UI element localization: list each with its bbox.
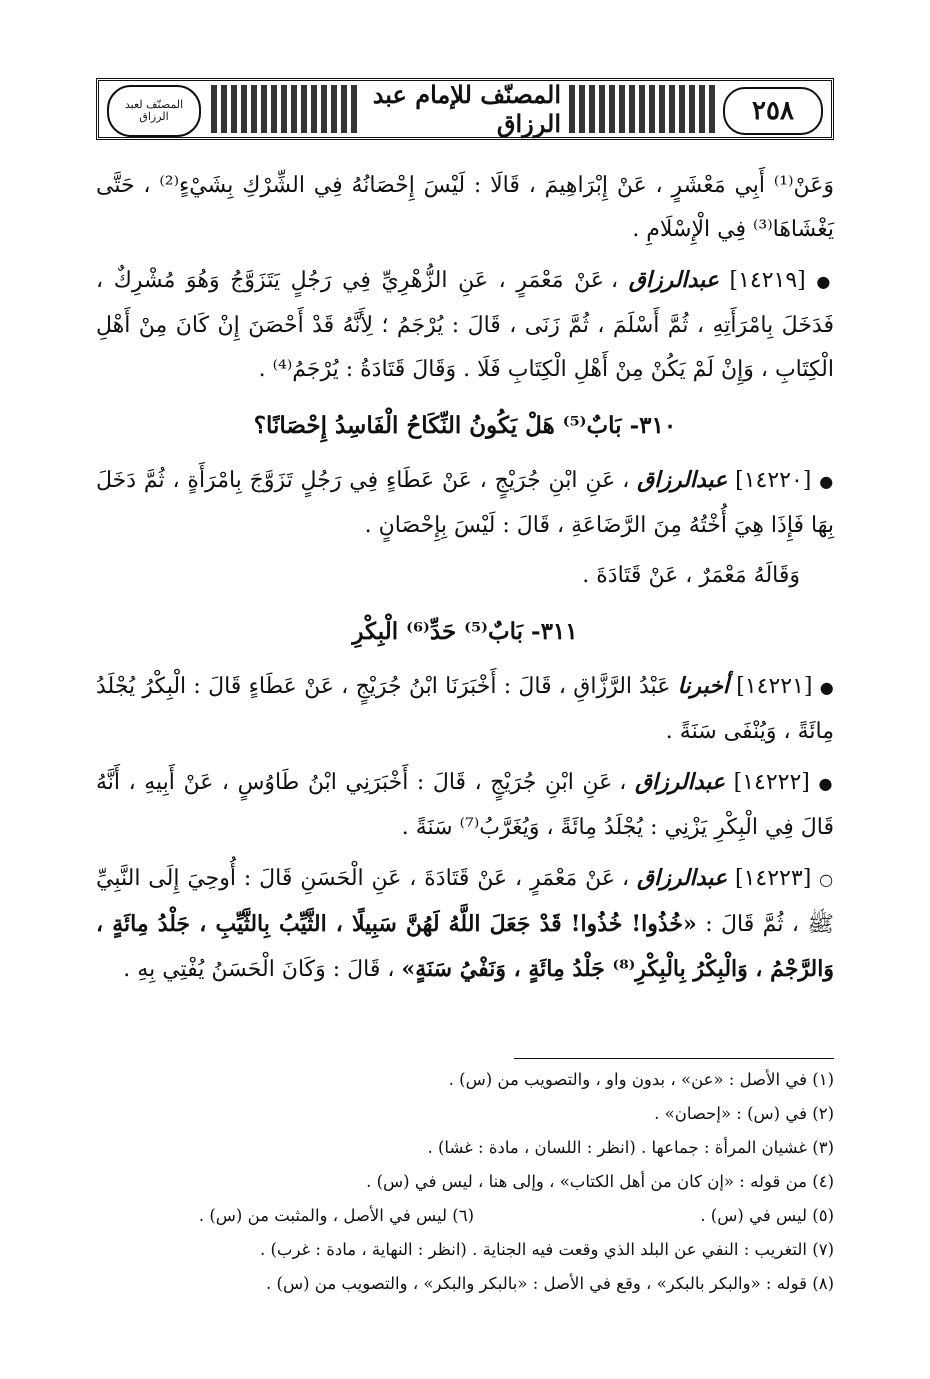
hadith-number: [١٤٢٢٠]: [735, 468, 812, 493]
footnote-7: (٧) التغريب : النفي عن البلد الذي وقعت فيه الجناية . (انظر : النهاية ، مادة : غرب) .: [259, 1240, 834, 1259]
paragraph-continuation: وَعَنْ⁽¹⁾ أَبِي مَعْشَرٍ ، عَنْ إِبْرَاهِيمَ ، قَالَا : لَيْسَ إِحْصَانُهُ فِي الشِّرْكِ بِشَيْءٍ⁽²⁾ ، حَتَّى يَغْشَاهَا⁽³⁾ فِي الْإِسْلَامِ .: [96, 173, 834, 242]
hadith-number: [١٤٢٢١]: [736, 674, 813, 699]
narrator: عبدالرزاق: [628, 267, 719, 293]
bullet-icon: ●: [818, 774, 834, 793]
book-title: المصنّف للإمام عبد الرزاق: [369, 87, 561, 131]
footnote-5: (٥) ليس في (س) .: [700, 1206, 834, 1225]
narrator: عبدالرزاق: [637, 467, 728, 493]
narrator: عبدالرزاق: [634, 769, 726, 795]
narrator: أخبرنا: [677, 673, 729, 699]
hadith-text: ، عَنِ ابْنِ جُرَيْجٍ ، عَنْ عَطَاءٍ فِي رَجُلٍ تَزَوَّجَ بِامْرَأَةٍ ، ثُمَّ دَخَلَ بِهَا فَإِذَا هِيَ أُخْتُهُ مِنَ الرَّضَاعَةِ ، قَالَ : لَيْسَ بِإِحْصَانٍ .: [96, 468, 834, 538]
footnote-row-5-6: [96, 1199, 834, 1233]
footnote-1: (١) في الأصل : «عن» ، بدون واو ، والتصويب من (س) .: [448, 1070, 834, 1089]
narrator: عبدالرزاق: [637, 865, 728, 891]
footnote-3: (٣) غشيان المرأة : جماعها . (انظر : اللسان ، مادة : غشا) .: [427, 1138, 834, 1157]
footnote-6: (٦) ليس في الأصل ، والمثبت من (س) .: [198, 1206, 474, 1225]
seal-logo: المصنّف لعبد الرزاق: [107, 85, 201, 137]
bullet-icon: ○: [819, 870, 835, 889]
footnotes: [96, 1058, 834, 1301]
bullet-icon: ●: [819, 472, 835, 491]
hadith-14223: [96, 856, 834, 992]
hadith-number: [١٤٢٢٢]: [733, 770, 810, 795]
header-ornament-left: [211, 85, 361, 133]
header-ornament-right: [569, 85, 719, 133]
hadith-text: ، عَنِ ابْنِ جُرَيْجٍ ، قَالَ : أَخْبَرَنِي ابْنُ طَاوُسٍ ، عَنْ أَبِيهِ ، أَنَّهُ قَالَ فِي الْبِكْرِ يَزْنِي : يُجْلَدُ مِائَةً ، وَيُغَرَّبُ⁽⁷⁾ سَنَةً .: [96, 770, 834, 840]
footnote-2: (٢) في (س) : «إحصان» .: [654, 1104, 834, 1123]
page-number: ٢٥٨: [723, 87, 823, 135]
prophetic-quote: «خُذُوا! خُذُوا! قَدْ جَعَلَ اللَّهُ لَهُنَّ سَبِيلًا ، الثَّيِّبُ بِالثَّيِّبِ ، جَلْدُ مِائَةٍ ، وَالرَّجْمُ ، وَالْبِكْرُ بِالْبِكْرِ⁽⁸⁾ جَلْدُ مِائَةٍ ، وَنَفْيُ سَنَةٍ»: [96, 911, 834, 982]
hadith-text-end: ، قَالَ : وَكَانَ الْحَسَنُ يُفْتِي بِهِ .: [123, 957, 395, 982]
hadith-number: [١٤٢١٩]: [729, 268, 806, 293]
hadith-number: [١٤٢٢٣]: [735, 866, 812, 891]
chapter-heading-310: ٣١٠- بَابٌ⁽⁵⁾ هَلْ يَكُونُ النِّكَاحُ الْفَاسِدُ إِحْصَانًا؟: [253, 412, 677, 439]
hadith-14222: [96, 760, 834, 850]
hadith-14219: [96, 258, 834, 392]
hadith-14220: [96, 458, 834, 548]
hadith-text: ، عَنْ مَعْمَرٍ ، عَنْ قَتَادَةَ ، عَنِ الْحَسَنِ قَالَ : أُوحِيَ إِلَى النَّبِيِّ ﷺ ، ثُمَّ قَالَ :: [96, 866, 835, 937]
hadith-14221: [96, 664, 834, 754]
paragraph-note: وَقَالَهُ مَعْمَرٌ ، عَنْ قَتَادَةَ .: [582, 563, 800, 588]
footnote-4: (٤) من قوله : «إن كان من أهل الكتاب» ، وإلى هنا ، ليس في (س) .: [366, 1172, 834, 1191]
bullet-icon: ●: [816, 272, 834, 291]
chapter-heading-311: ٣١١- بَابٌ⁽⁵⁾ حَدِّ⁽⁶⁾ الْبِكْرِ: [352, 618, 578, 645]
main-text: [96, 164, 834, 998]
page-header: [96, 78, 834, 140]
footnote-8: (٨) قوله : «والبكر بالبكر» ، وقع في الأصل : «بالبكر والبكر» ، والتصويب من (س) .: [266, 1274, 834, 1293]
hadith-text: عَبْدُ الرَّزَّاقِ ، قَالَ : أَخْبَرَنَا ابْنُ جُرَيْجٍ ، عَنْ عَطَاءٍ قَالَ : الْبِكْرُ يُجْلَدُ مِائَةً ، وَيُنْفَى سَنَةً .: [96, 674, 834, 744]
hadith-text: ، عَنْ مَعْمَرٍ ، عَنِ الزُّهْرِيِّ فِي رَجُلٍ يَتَزَوَّجُ وَهُوَ مُشْرِكٌ ، فَدَخَلَ بِامْرَأَتِهِ ، ثُمَّ أَسْلَمَ ، ثُمَّ زَنَى ، قَالَ : يُرْجَمُ ؛ لِأَنَّهُ قَدْ أَحْصَنَ إِنْ كَانَ مِنْ أَهْلِ الْكِتَابِ ، وَإِنْ لَمْ يَكُنْ مِنْ أَهْلِ الْكِتَابِ فَلَا . وَقَالَ قَتَادَةُ : يُرْجَمُ⁽⁴⁾ .: [96, 268, 834, 382]
bullet-icon: ●: [819, 678, 835, 697]
footnote-divider: [514, 1058, 834, 1059]
